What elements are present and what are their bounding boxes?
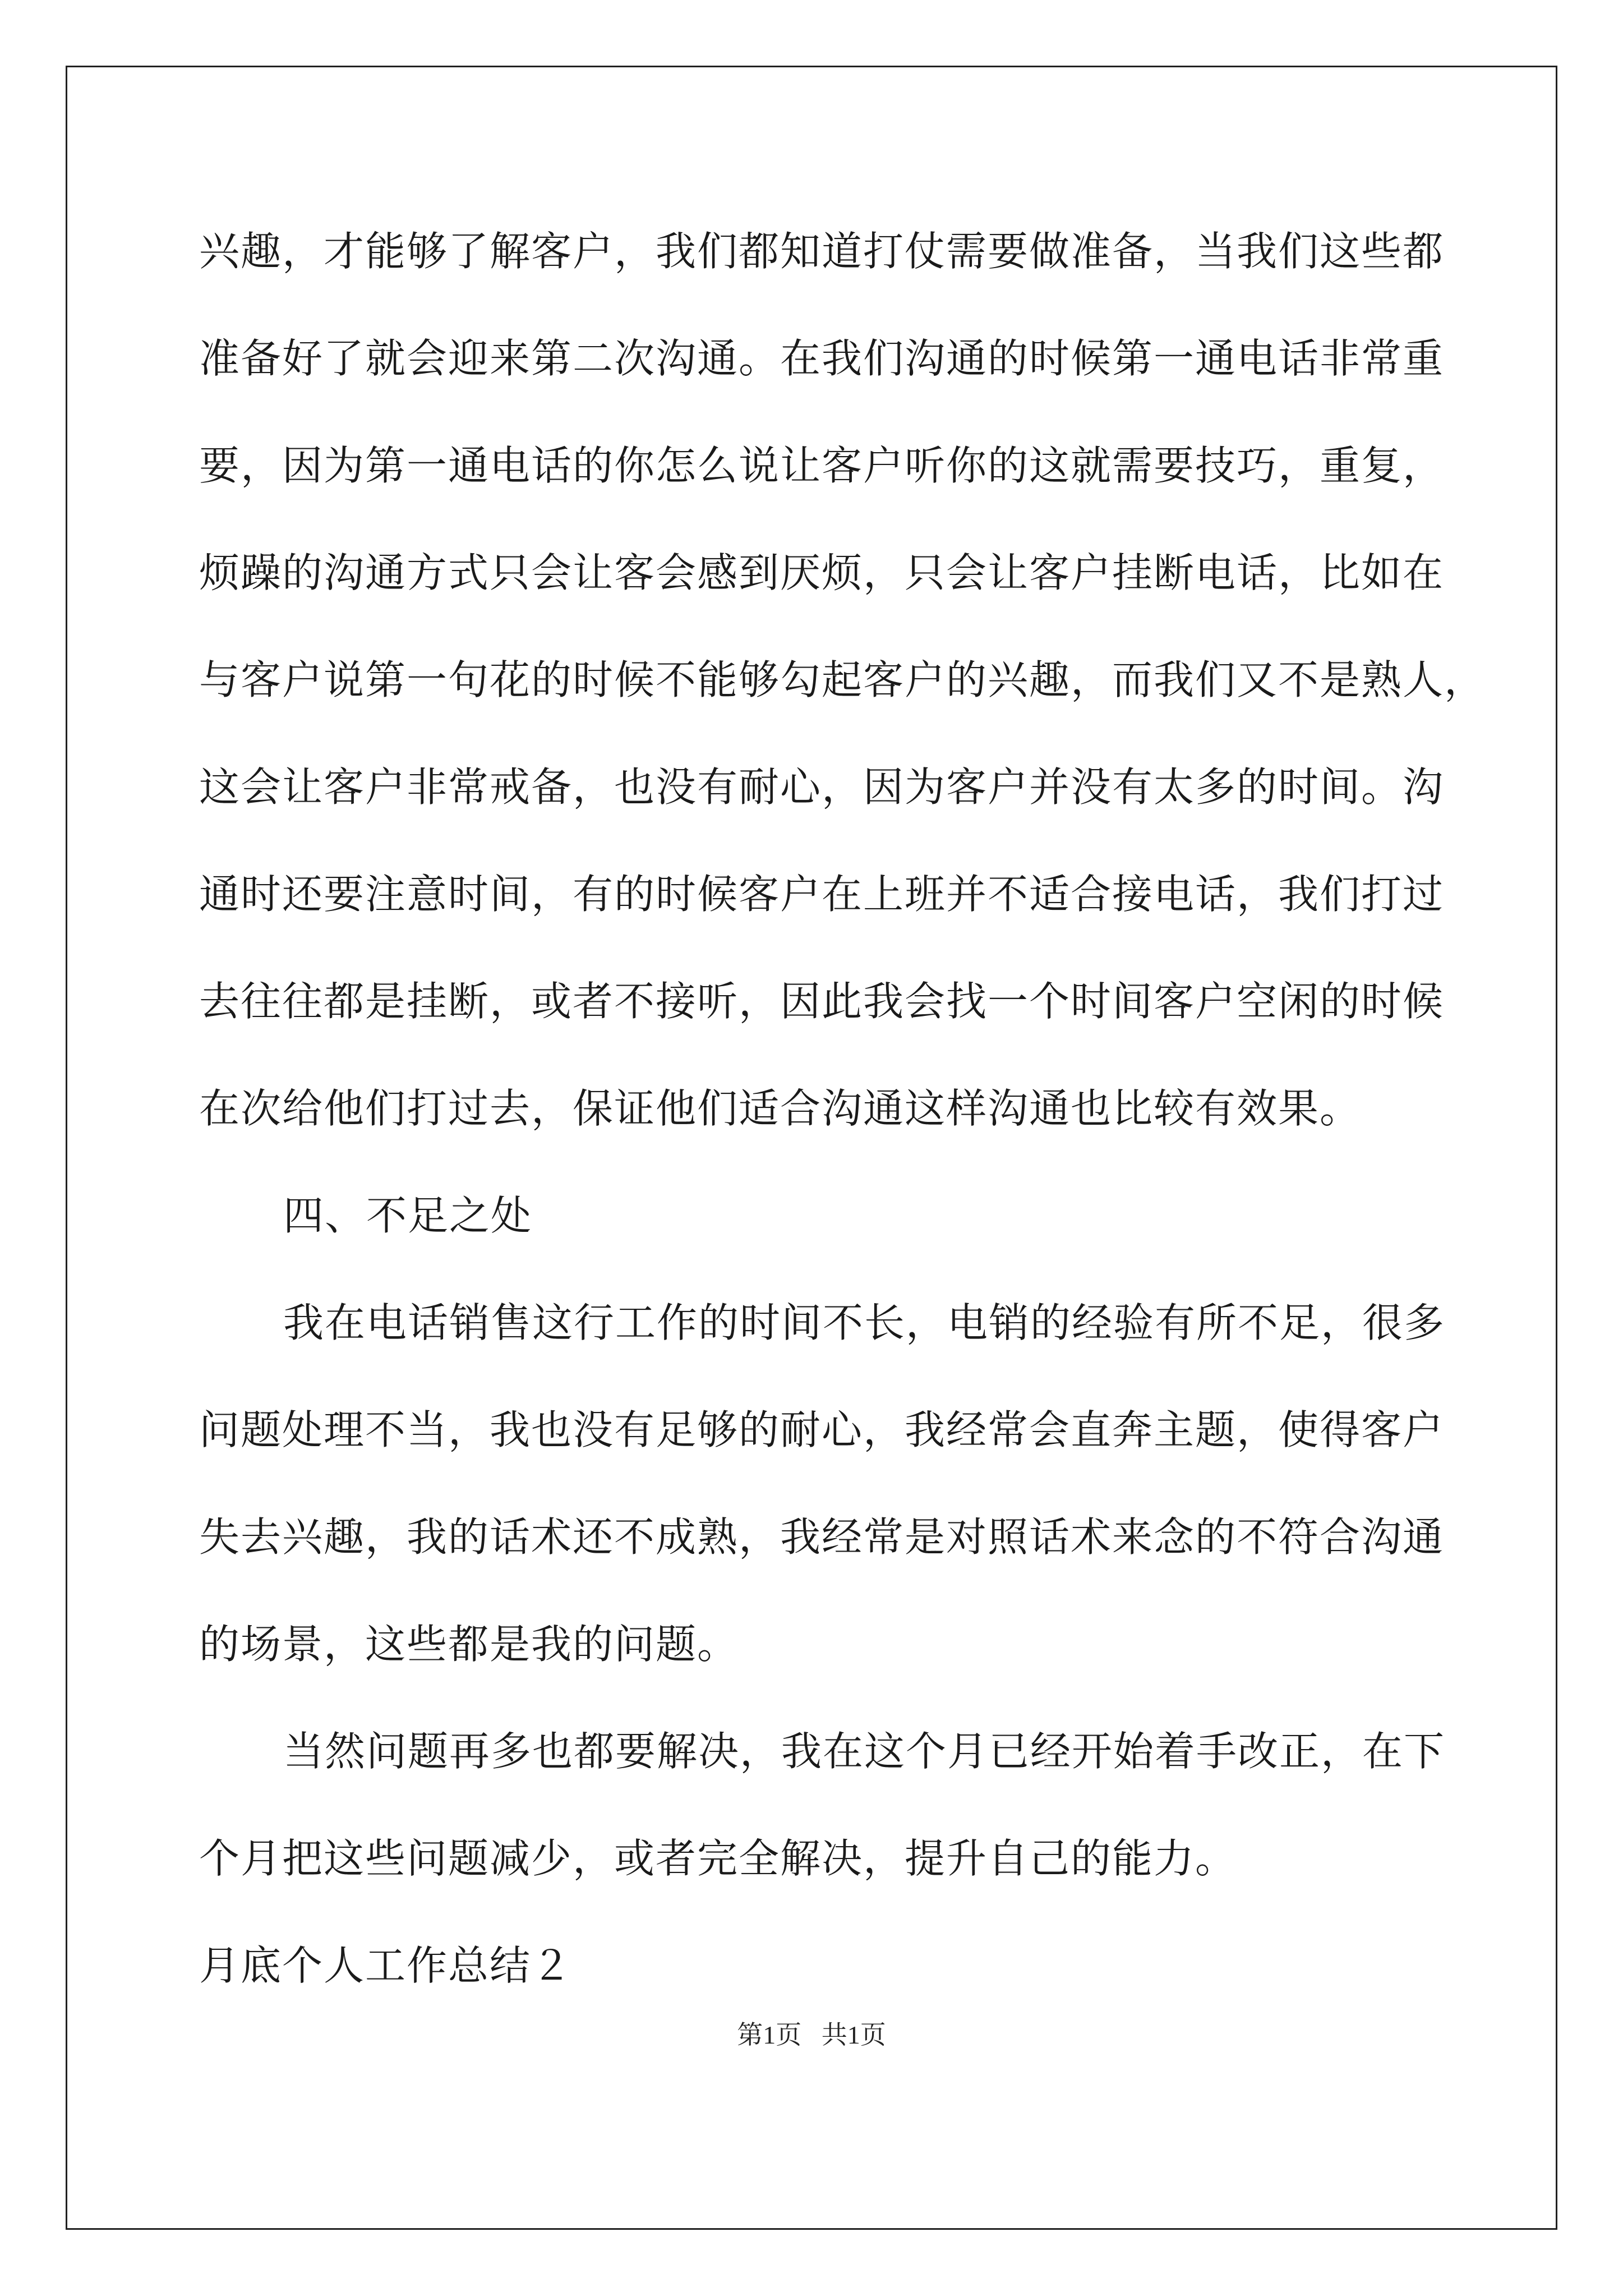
- page-number: 第1页: [737, 2021, 802, 2049]
- text-line: 这会让客户非常戒备，也没有耐心，因为客户并没有太多的时间。沟: [199, 763, 1445, 811]
- text-line: 要，因为第一通电话的你怎么说让客户听你的这就需要技巧，重复，: [199, 442, 1445, 489]
- section-heading: 四、不足之处: [283, 1192, 533, 1239]
- text-line: 准备好了就会迎来第二次沟通。在我们沟通的时候第一通电话非常重: [199, 335, 1445, 382]
- text-line: 问题处理不当，我也没有足够的耐心，我经常会直奔主题，使得客户: [199, 1406, 1445, 1453]
- text-line: 失去兴趣，我的话术还不成熟，我经常是对照话术来念的不符合沟通: [199, 1513, 1445, 1561]
- page-border: [66, 66, 1557, 2230]
- text-line: 在次给他们打过去，保证他们适合沟通这样沟通也比较有效果。: [199, 1085, 1362, 1132]
- text-line: 兴趣，才能够了解客户，我们都知道打仗需要做准备，当我们这些都: [199, 228, 1445, 275]
- text-line: 与客户说第一句花的时候不能够勾起客户的兴趣，而我们又不是熟人，: [199, 656, 1486, 703]
- text-line: 个月把这些问题减少，或者完全解决，提升自己的能力。: [199, 1835, 1237, 1882]
- text-line: 当然问题再多也都要解决，我在这个月已经开始着手改正，在下: [283, 1728, 1446, 1775]
- text-line: 去往往都是挂断，或者不接听，因此我会找一个时间客户空闲的时候: [199, 978, 1445, 1025]
- text-line: 烦躁的沟通方式只会让客会感到厌烦，只会让客户挂断电话，比如在: [199, 549, 1445, 596]
- text-line: 我在电话销售这行工作的时间不长，电销的经验有所不足，很多: [283, 1299, 1446, 1346]
- text-line: 的场景，这些都是我的问题。: [199, 1621, 739, 1668]
- text-line: 通时还要注意时间，有的时候客户在上班并不适合接电话，我们打过: [199, 871, 1445, 918]
- page-total: 共1页: [821, 2021, 886, 2049]
- page-footer: [0, 2018, 1623, 2052]
- document-title: 月底个人工作总结２: [199, 1942, 573, 1989]
